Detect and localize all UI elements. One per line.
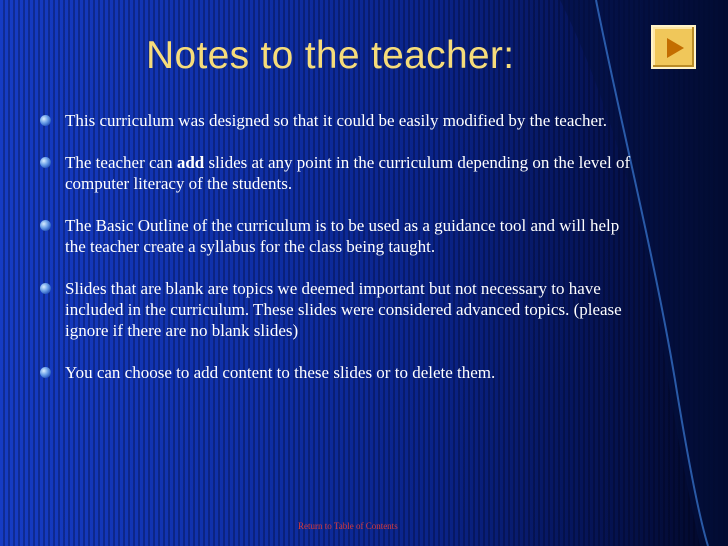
list-item xyxy=(44,152,644,194)
list-item xyxy=(44,110,644,131)
bullet-icon xyxy=(40,367,51,378)
bullet-icon xyxy=(40,115,51,126)
bullet-text: This curriculum was designed so that it could be easily modified by the teacher. xyxy=(65,111,607,130)
bullet-icon xyxy=(40,283,51,294)
slide-title: Notes to the teacher: xyxy=(146,34,515,77)
bullet-icon xyxy=(40,157,51,168)
bullet-text: Slides that are blank are topics we deemed important but not necessary to have included in the curriculum. These slides were considered advanced topics. (please ignore if there are no blank slides) xyxy=(65,279,622,340)
bullet-text-before: The teacher can xyxy=(65,153,177,172)
return-to-toc-link[interactable]: Return to Table of Contents xyxy=(298,521,398,531)
bullet-text: You can choose to add content to these slides or to delete them. xyxy=(65,363,496,382)
bullet-text-after: slides at any point in the curriculum depending on the level of computer literacy of the students. xyxy=(65,153,631,193)
next-slide-button[interactable] xyxy=(651,25,696,69)
bullet-list xyxy=(44,110,644,404)
play-triangle-icon xyxy=(667,38,684,58)
list-item xyxy=(44,278,644,341)
bullet-icon xyxy=(40,220,51,231)
list-item xyxy=(44,362,644,383)
bullet-text-bold: add xyxy=(176,153,205,172)
list-item xyxy=(44,215,644,257)
bullet-text: The Basic Outline of the curriculum is to be used as a guidance tool and will help the teacher create a syllabus for the class being taught. xyxy=(65,216,620,256)
